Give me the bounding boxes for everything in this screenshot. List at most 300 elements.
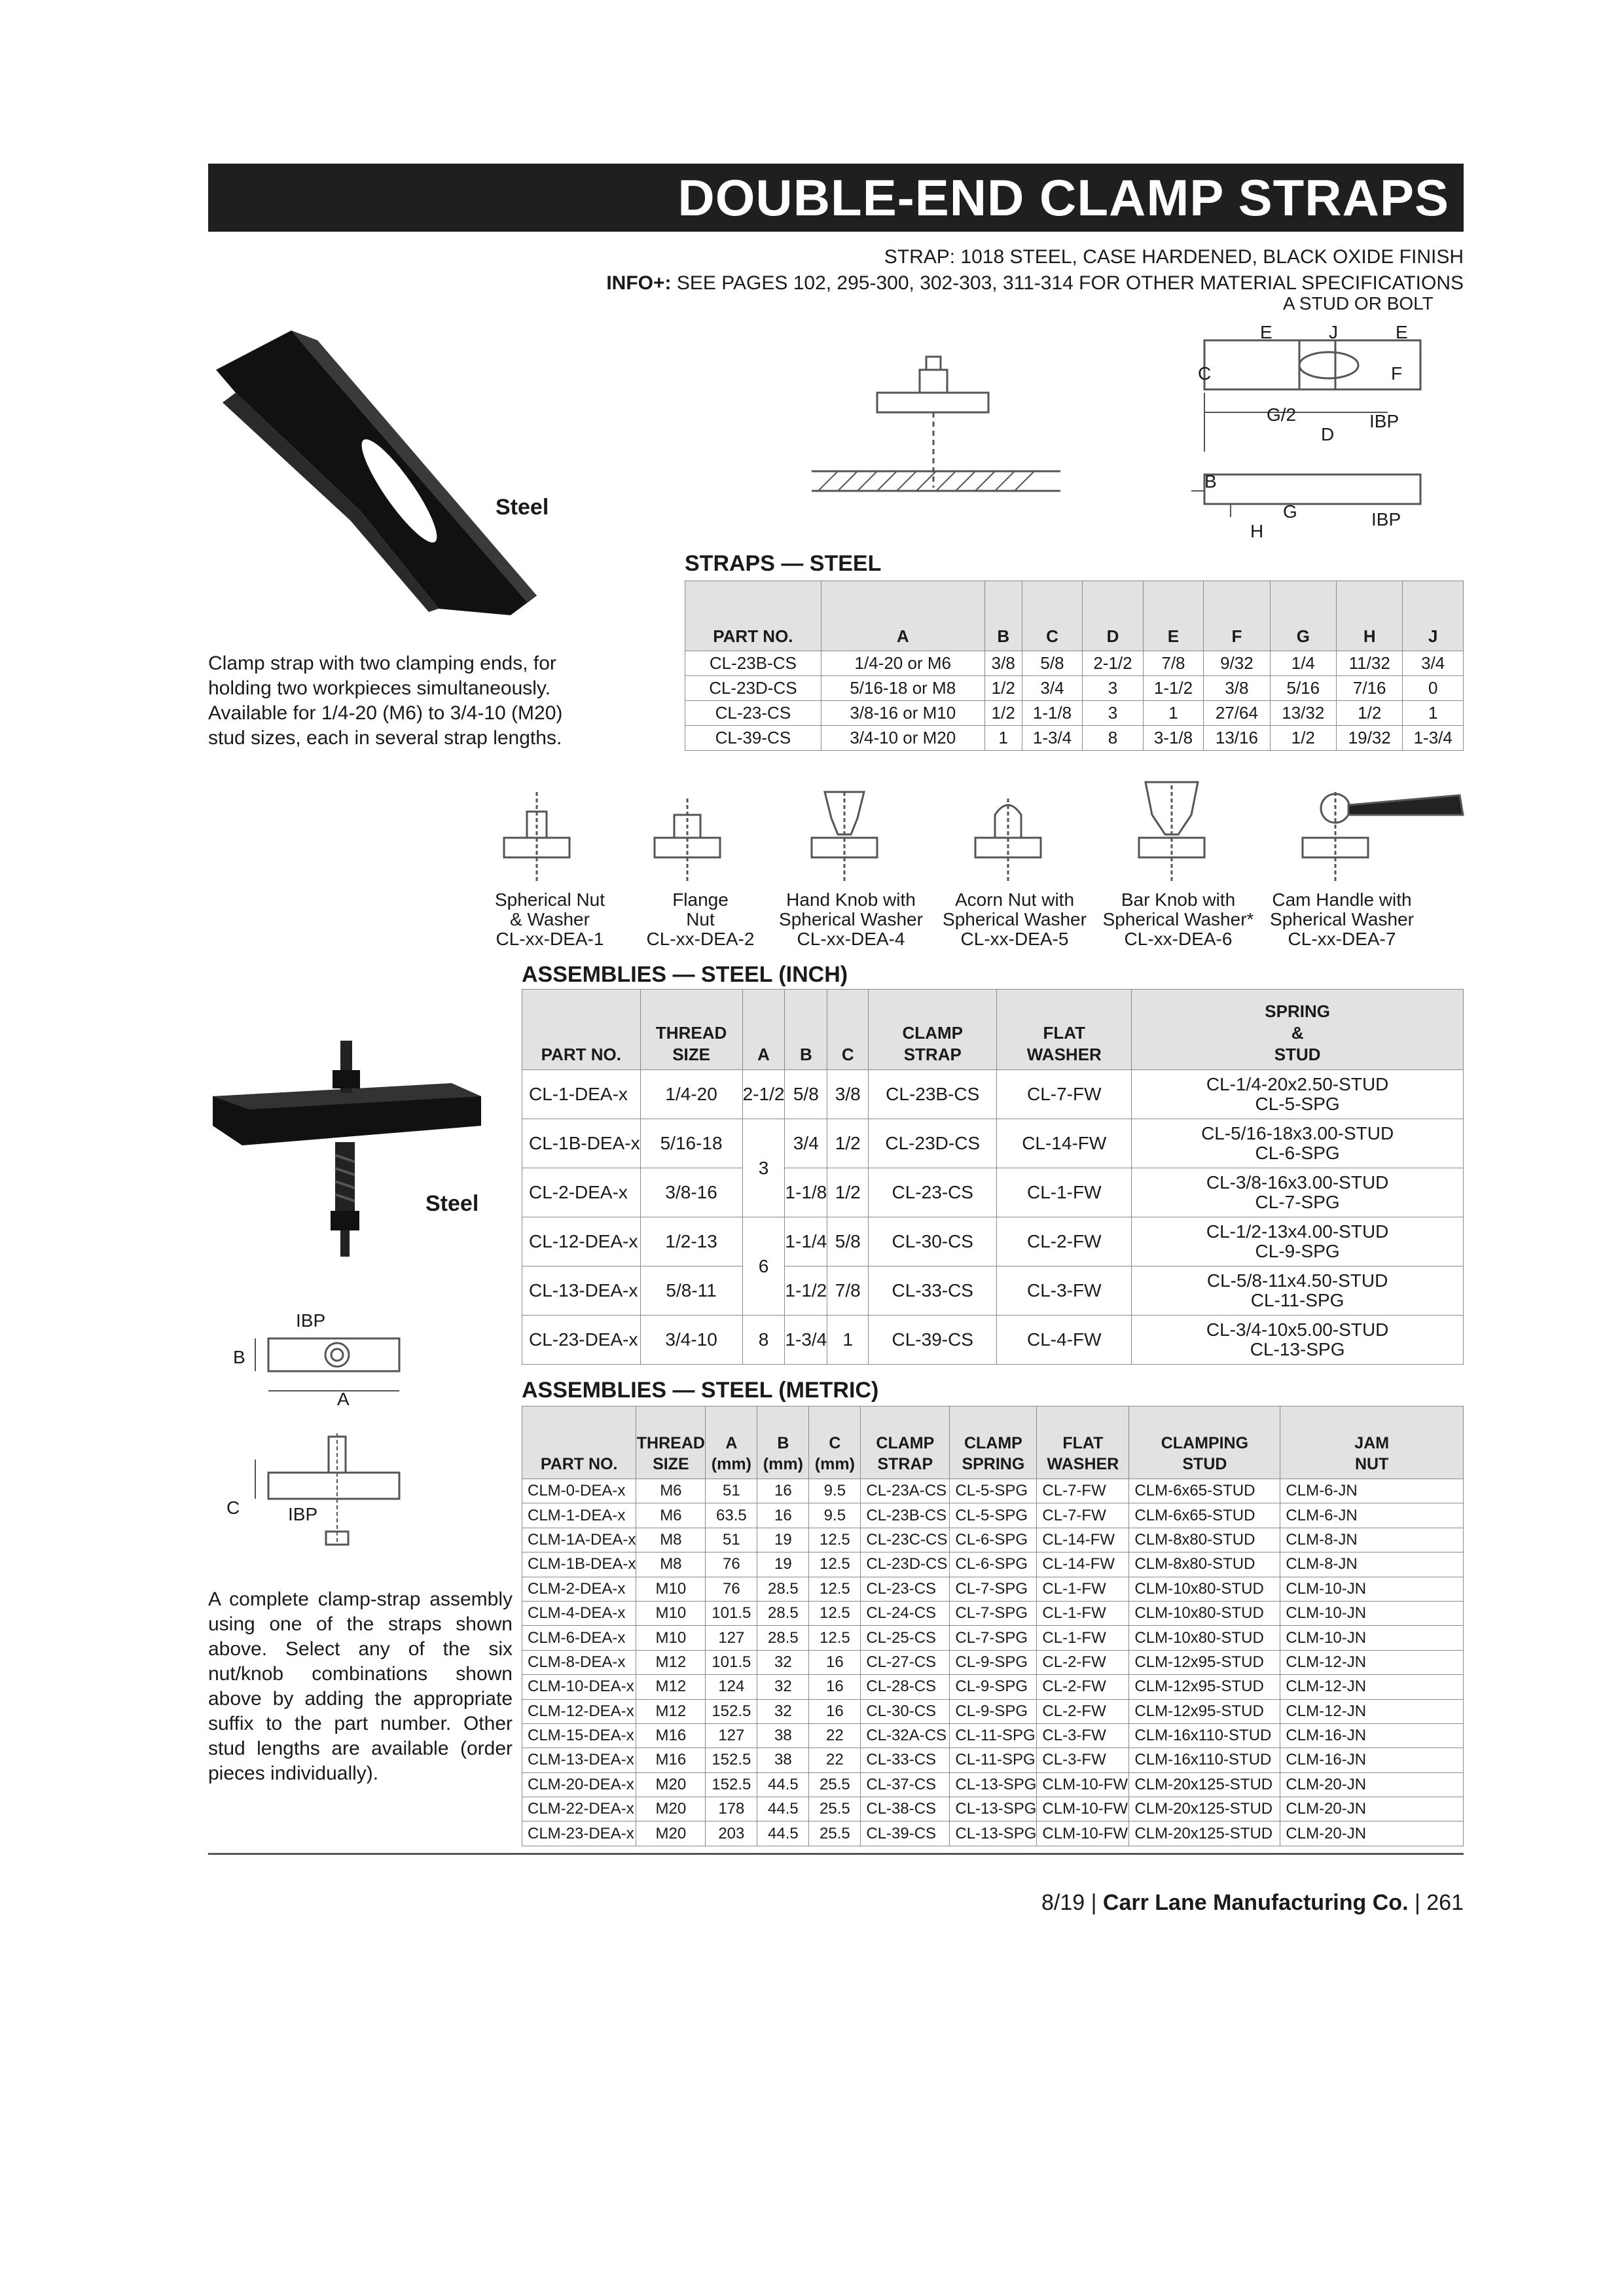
table-cell: CL-1-FW: [1037, 1601, 1129, 1625]
part-number: CL-1-DEA-x: [522, 1070, 641, 1119]
table-cell: 9/32: [1204, 651, 1270, 676]
cell-washer: CL-3-FW: [997, 1266, 1132, 1316]
assembly-variant-text: Hand Knob with: [786, 889, 916, 910]
straps-col-9: J: [1403, 581, 1464, 651]
cell-b: 3/4: [785, 1119, 827, 1168]
table-cell: 28.5: [757, 1577, 809, 1601]
table-cell: CL-9-SPG: [950, 1650, 1037, 1674]
table-cell: CLM-1B-DEA-x: [522, 1552, 636, 1577]
table-cell: CLM-6x65-STUD: [1129, 1503, 1280, 1528]
table-cell: CL-24-CS: [861, 1601, 950, 1625]
page-number: 261: [1426, 1890, 1464, 1915]
cell-strap: CL-30-CS: [869, 1217, 997, 1266]
cell-b: 1-1/8: [785, 1168, 827, 1217]
table-cell: CLM-20-DEA-x: [522, 1772, 636, 1797]
stud-part: CL-3/4-10x5.00-STUD: [1206, 1319, 1389, 1340]
table-cell: M8: [636, 1528, 706, 1552]
table-cell: CLM-10-FW: [1037, 1797, 1129, 1821]
metric-table-body: [522, 1479, 1464, 1846]
table-cell: CL-2-FW: [1037, 1650, 1129, 1674]
table-cell: CL-14-FW: [1037, 1552, 1129, 1577]
table-cell: 8: [1083, 726, 1143, 751]
straps-col-2: B: [984, 581, 1022, 651]
table-cell: 2-1/2: [1083, 651, 1143, 676]
straps-header-row: [685, 581, 1464, 651]
table-cell: CL-7-FW: [1037, 1503, 1129, 1528]
footer-date: 8/19: [1041, 1890, 1085, 1915]
table-cell: CLM-8x80-STUD: [1129, 1528, 1280, 1552]
table-cell: 9.5: [809, 1503, 861, 1528]
acorn-nut-icon: [975, 798, 1041, 884]
table-cell: CL-6-SPG: [950, 1552, 1037, 1577]
col-thread: THREAD SIZE: [640, 990, 742, 1070]
straps-col-1: A: [821, 581, 984, 651]
table-cell: 1-1/2: [1143, 676, 1203, 701]
table-row: [522, 1821, 1464, 1846]
part-number: CL-23-DEA-x: [522, 1316, 641, 1365]
spring-stud: [1132, 1070, 1464, 1119]
table-cell: 12.5: [809, 1601, 861, 1625]
table-cell: 9.5: [809, 1479, 861, 1503]
footer: [1041, 1890, 1464, 1916]
table-row: [522, 1675, 1464, 1699]
table-cell: 19: [757, 1528, 809, 1552]
table-cell: CLM-12x95-STUD: [1129, 1699, 1280, 1723]
table-cell: 203: [706, 1821, 757, 1846]
straps-section-title: STRAPS — STEEL: [685, 551, 882, 576]
info-spec: [606, 272, 1464, 295]
table-cell: CLM-10-JN: [1280, 1626, 1464, 1650]
table-cell: CLM-12x95-STUD: [1129, 1650, 1280, 1674]
footer-company: Carr Lane Manufacturing Co.: [1102, 1890, 1409, 1915]
table-cell: 5/16: [1270, 676, 1336, 701]
table-row: [522, 1552, 1464, 1577]
table-cell: CLM-8-DEA-x: [522, 1650, 636, 1674]
stud-part: CL-3/8-16x3.00-STUD: [1206, 1172, 1389, 1193]
stud-part: CL-1/2-13x4.00-STUD: [1206, 1221, 1389, 1242]
table-cell: CLM-10-FW: [1037, 1821, 1129, 1846]
table-cell: CL-33-CS: [861, 1748, 950, 1772]
table-cell: 44.5: [757, 1772, 809, 1797]
table-row: [522, 1650, 1464, 1674]
table-cell: CLM-10-JN: [1280, 1577, 1464, 1601]
assembly-variant-text: CL-xx-DEA-6: [1124, 929, 1233, 949]
table-cell: CL-23B-CS: [685, 651, 821, 676]
table-cell: 13/32: [1270, 701, 1336, 726]
table-cell: CLM-16x110-STUD: [1129, 1723, 1280, 1748]
table-row: [522, 1748, 1464, 1772]
stud-part: CL-5/8-11x4.50-STUD: [1206, 1270, 1388, 1291]
table-row: [522, 1168, 1464, 1217]
spring-stud: [1132, 1217, 1464, 1266]
dim-d: D: [1321, 424, 1335, 444]
spring-part: CL-13-SPG: [1250, 1339, 1345, 1359]
table-row: [522, 1723, 1464, 1748]
table-cell: M6: [636, 1479, 706, 1503]
dim-j: J: [1329, 322, 1338, 342]
table-cell: CL-37-CS: [861, 1772, 950, 1797]
assembly-variant-text: Spherical Washer: [943, 909, 1087, 929]
title-bar: [208, 164, 1464, 232]
page-title: DOUBLE-END CLAMP STRAPS: [677, 169, 1449, 226]
table-cell: M6: [636, 1503, 706, 1528]
assembly-variant-text: CL-xx-DEA-2: [646, 929, 755, 949]
table-cell: CLM-13-DEA-x: [522, 1748, 636, 1772]
table-cell: 124: [706, 1675, 757, 1699]
dim-f: F: [1391, 363, 1403, 384]
table-cell: CLM-8x80-STUD: [1129, 1552, 1280, 1577]
metric-section-title: ASSEMBLIES — STEEL (METRIC): [522, 1378, 879, 1403]
assembly-variant-label: [622, 890, 779, 949]
table-cell: CLM-4-DEA-x: [522, 1601, 636, 1625]
table-cell: CL-9-SPG: [950, 1675, 1037, 1699]
part-number: CL-2-DEA-x: [522, 1168, 641, 1217]
steel-label-2: Steel: [425, 1191, 479, 1216]
dim-e-right: E: [1396, 322, 1408, 342]
table-cell: 1-3/4: [1022, 726, 1082, 751]
table-cell: 51: [706, 1528, 757, 1552]
table-cell: 16: [809, 1675, 861, 1699]
dim-a: 3: [742, 1119, 785, 1217]
table-cell: CL-5-SPG: [950, 1479, 1037, 1503]
table-cell: 44.5: [757, 1821, 809, 1846]
table-cell: CL-13-SPG: [950, 1821, 1037, 1846]
spherical-nut-icon: [504, 792, 569, 884]
table-cell: 44.5: [757, 1797, 809, 1821]
table-row: [522, 1479, 1464, 1503]
table-cell: CLM-1A-DEA-x: [522, 1528, 636, 1552]
table-cell: M12: [636, 1675, 706, 1699]
table-cell: 12.5: [809, 1577, 861, 1601]
thread-size: 1/2-13: [640, 1217, 742, 1266]
table-cell: M20: [636, 1797, 706, 1821]
table-cell: CLM-16x110-STUD: [1129, 1748, 1280, 1772]
table-cell: CL-7-SPG: [950, 1601, 1037, 1625]
table-row: [522, 1601, 1464, 1625]
dim-a: 2-1/2: [742, 1070, 785, 1119]
part-number: CL-1B-DEA-x: [522, 1119, 641, 1168]
assembly-variant-text: & Washer: [510, 909, 590, 929]
table-cell: CLM-12x95-STUD: [1129, 1675, 1280, 1699]
strap-cross-section-diagram: [812, 344, 1074, 501]
metric-col-7: FLAT WASHER: [1037, 1407, 1129, 1479]
table-cell: CL-25-CS: [861, 1626, 950, 1650]
table-row: [685, 701, 1464, 726]
table-cell: M16: [636, 1723, 706, 1748]
spring-part: CL-6-SPG: [1255, 1143, 1340, 1163]
straps-col-8: H: [1337, 581, 1403, 651]
table-cell: 1/2: [984, 676, 1022, 701]
dim-g: G: [1283, 501, 1297, 522]
metric-header-row: [522, 1407, 1464, 1479]
table-cell: CLM-16-JN: [1280, 1748, 1464, 1772]
table-cell: CL-7-FW: [1037, 1479, 1129, 1503]
table-cell: 1/4-20 or M6: [821, 651, 984, 676]
dim-a: 6: [742, 1217, 785, 1316]
table-cell: CL-11-SPG: [950, 1748, 1037, 1772]
cam-handle-icon: [1303, 792, 1463, 884]
table-cell: 16: [757, 1479, 809, 1503]
table-row: [522, 1797, 1464, 1821]
spring-part: CL-9-SPG: [1255, 1241, 1340, 1261]
table-cell: 16: [757, 1503, 809, 1528]
table-cell: CLM-20x125-STUD: [1129, 1797, 1280, 1821]
table-cell: 5/8: [1022, 651, 1082, 676]
straps-col-0: PART NO.: [685, 581, 821, 651]
table-cell: CLM-6-JN: [1280, 1479, 1464, 1503]
part-number: CL-13-DEA-x: [522, 1266, 641, 1316]
cell-washer: CL-2-FW: [997, 1217, 1132, 1266]
small-c: C: [226, 1498, 240, 1518]
table-cell: 1: [1403, 701, 1464, 726]
table-cell: 16: [809, 1699, 861, 1723]
cell-b: 1-1/2: [785, 1266, 827, 1316]
table-row: [522, 1699, 1464, 1723]
cell-strap: CL-23-CS: [869, 1168, 997, 1217]
hand-knob-icon: [812, 792, 877, 884]
table-cell: M12: [636, 1699, 706, 1723]
table-cell: 19: [757, 1552, 809, 1577]
table-cell: 127: [706, 1723, 757, 1748]
assembly-variant-text: Acorn Nut with: [954, 889, 1075, 910]
assembly-variant-label: [1100, 890, 1257, 949]
assembly-variant-label: [936, 890, 1093, 949]
assembly-description: A complete clamp-strap assembly using one of the straps shown above. Select any of the six nut/knob combinations shown above by adding the appropriate suffix to the part number. Other stud lengths are available (order pieces individually).: [208, 1588, 513, 1784]
col-clamp-strap: CLAMP STRAP: [869, 990, 997, 1070]
spring-stud: [1132, 1119, 1464, 1168]
table-cell: CLM-10-JN: [1280, 1601, 1464, 1625]
table-cell: M8: [636, 1552, 706, 1577]
cell-washer: CL-1-FW: [997, 1168, 1132, 1217]
table-cell: 152.5: [706, 1699, 757, 1723]
table-cell: CL-23-CS: [685, 701, 821, 726]
dim-a: 8: [742, 1316, 785, 1365]
table-cell: 19/32: [1337, 726, 1403, 751]
assembly-variant-text: Bar Knob with: [1121, 889, 1236, 910]
table-cell: CL-27-CS: [861, 1650, 950, 1674]
table-cell: CLM-15-DEA-x: [522, 1723, 636, 1748]
inch-assemblies-table: [522, 989, 1464, 1365]
table-cell: CLM-6-JN: [1280, 1503, 1464, 1528]
straps-col-6: F: [1204, 581, 1270, 651]
cell-b: 5/8: [785, 1070, 827, 1119]
table-cell: CL-23C-CS: [861, 1528, 950, 1552]
thread-size: 3/4-10: [640, 1316, 742, 1365]
table-cell: CLM-23-DEA-x: [522, 1821, 636, 1846]
table-cell: CL-23D-CS: [861, 1552, 950, 1577]
table-cell: 12.5: [809, 1528, 861, 1552]
table-cell: M10: [636, 1577, 706, 1601]
assembly-variant-text: Flange: [672, 889, 729, 910]
table-cell: 101.5: [706, 1650, 757, 1674]
table-cell: 22: [809, 1748, 861, 1772]
table-cell: CL-32A-CS: [861, 1723, 950, 1748]
table-cell: 38: [757, 1748, 809, 1772]
table-cell: 7/8: [1143, 651, 1203, 676]
col-b: B: [785, 990, 827, 1070]
table-row: [685, 651, 1464, 676]
table-cell: 1/2: [1337, 701, 1403, 726]
table-cell: M10: [636, 1601, 706, 1625]
table-cell: CLM-22-DEA-x: [522, 1797, 636, 1821]
small-ibp: IBP: [296, 1310, 326, 1331]
table-row: [522, 1626, 1464, 1650]
cell-c: 5/8: [827, 1217, 869, 1266]
table-cell: 13/16: [1204, 726, 1270, 751]
dim-e-left: E: [1260, 322, 1272, 342]
cell-c: 7/8: [827, 1266, 869, 1316]
table-cell: 28.5: [757, 1626, 809, 1650]
table-cell: 3/4: [1403, 651, 1464, 676]
cell-c: 3/8: [827, 1070, 869, 1119]
table-cell: 25.5: [809, 1797, 861, 1821]
table-cell: CLM-16-JN: [1280, 1723, 1464, 1748]
table-cell: 3/8-16 or M10: [821, 701, 984, 726]
assembly-variant-text: CL-xx-DEA-5: [960, 929, 1069, 949]
thread-size: 5/16-18: [640, 1119, 742, 1168]
table-cell: 11/32: [1337, 651, 1403, 676]
table-cell: CLM-20-JN: [1280, 1797, 1464, 1821]
table-cell: 25.5: [809, 1821, 861, 1846]
straps-table: [685, 581, 1464, 751]
table-cell: CL-23-CS: [861, 1577, 950, 1601]
table-cell: M12: [636, 1650, 706, 1674]
assembly-variant-text: CL-xx-DEA-1: [496, 929, 604, 949]
table-cell: 25.5: [809, 1772, 861, 1797]
table-row: [522, 1503, 1464, 1528]
thread-size: 3/8-16: [640, 1168, 742, 1217]
table-cell: 32: [757, 1675, 809, 1699]
table-cell: 32: [757, 1650, 809, 1674]
dim-ibp-2: IBP: [1371, 509, 1401, 529]
table-cell: CL-7-SPG: [950, 1626, 1037, 1650]
bar-knob-icon: [1139, 782, 1204, 884]
thread-size: 1/4-20: [640, 1070, 742, 1119]
cell-c: 1: [827, 1316, 869, 1365]
table-row: [522, 1266, 1464, 1316]
table-cell: CLM-10-FW: [1037, 1772, 1129, 1797]
assembly-variant-label: [1263, 890, 1420, 949]
table-cell: 16: [809, 1650, 861, 1674]
footer-separator: |: [1091, 1890, 1097, 1915]
straps-col-7: G: [1270, 581, 1336, 651]
table-cell: 152.5: [706, 1772, 757, 1797]
table-cell: CLM-10x80-STUD: [1129, 1601, 1280, 1625]
assembly-variant-text: Nut: [686, 909, 715, 929]
table-cell: CLM-6x65-STUD: [1129, 1479, 1280, 1503]
dim-ibp: IBP: [1369, 411, 1399, 431]
spring-stud: [1132, 1266, 1464, 1316]
table-row: [522, 1316, 1464, 1365]
strap-photo: [196, 314, 563, 622]
inch-table-body: [522, 1070, 1464, 1365]
table-row: [522, 1528, 1464, 1552]
stud-part: CL-1/4-20x2.50-STUD: [1206, 1074, 1389, 1094]
table-cell: 3/8: [1204, 676, 1270, 701]
col-spring-stud: SPRING & STUD: [1132, 990, 1464, 1070]
table-cell: CL-38-CS: [861, 1797, 950, 1821]
table-cell: 3: [1083, 676, 1143, 701]
table-cell: CLM-10x80-STUD: [1129, 1626, 1280, 1650]
table-cell: CLM-0-DEA-x: [522, 1479, 636, 1503]
spring-part: CL-5-SPG: [1255, 1094, 1340, 1114]
table-cell: 127: [706, 1626, 757, 1650]
table-cell: CL-9-SPG: [950, 1699, 1037, 1723]
table-cell: CLM-1-DEA-x: [522, 1503, 636, 1528]
stud-part: CL-5/16-18x3.00-STUD: [1201, 1123, 1394, 1143]
table-cell: 3/4: [1022, 676, 1082, 701]
metric-col-8: CLAMPING STUD: [1129, 1407, 1280, 1479]
straps-col-4: D: [1083, 581, 1143, 651]
table-cell: 12.5: [809, 1626, 861, 1650]
assembly-variants-diagram: [484, 779, 1479, 890]
table-cell: CLM-8-JN: [1280, 1552, 1464, 1577]
straps-table-body: [685, 651, 1464, 751]
table-cell: CL-23B-CS: [861, 1503, 950, 1528]
footer-divider: [208, 1853, 1464, 1855]
table-row: [522, 1217, 1464, 1266]
metric-col-4: C (mm): [809, 1407, 861, 1479]
table-cell: 22: [809, 1723, 861, 1748]
spring-part: CL-11-SPG: [1250, 1290, 1344, 1310]
assembly-variant-text: Cam Handle with: [1272, 889, 1412, 910]
assembly-variant-text: CL-xx-DEA-4: [797, 929, 905, 949]
assembly-dimension-diagram: [229, 1302, 439, 1577]
table-cell: CLM-20-JN: [1280, 1821, 1464, 1846]
table-row: [685, 676, 1464, 701]
table-cell: CLM-10-DEA-x: [522, 1675, 636, 1699]
table-cell: 1: [1143, 701, 1203, 726]
table-cell: CL-1-FW: [1037, 1626, 1129, 1650]
table-cell: 1-3/4: [1403, 726, 1464, 751]
table-cell: CL-13-SPG: [950, 1772, 1037, 1797]
table-cell: 3: [1083, 701, 1143, 726]
cell-c: 1/2: [827, 1168, 869, 1217]
metric-col-9: JAM NUT: [1280, 1407, 1464, 1479]
table-cell: CL-11-SPG: [950, 1723, 1037, 1748]
table-cell: CLM-12-JN: [1280, 1675, 1464, 1699]
cell-b: 1-1/4: [785, 1217, 827, 1266]
table-cell: 27/64: [1204, 701, 1270, 726]
table-cell: CL-3-FW: [1037, 1723, 1129, 1748]
table-cell: CL-5-SPG: [950, 1503, 1037, 1528]
assembly-variant-text: CL-xx-DEA-7: [1288, 929, 1396, 949]
table-cell: CLM-12-DEA-x: [522, 1699, 636, 1723]
table-cell: CL-23A-CS: [861, 1479, 950, 1503]
table-cell: CL-7-SPG: [950, 1577, 1037, 1601]
table-cell: 38: [757, 1723, 809, 1748]
table-cell: CLM-8-JN: [1280, 1528, 1464, 1552]
table-cell: CL-23D-CS: [685, 676, 821, 701]
material-spec: STRAP: 1018 STEEL, CASE HARDENED, BLACK OXIDE FINISH: [884, 246, 1464, 268]
cell-washer: CL-4-FW: [997, 1316, 1132, 1365]
table-cell: CLM-20x125-STUD: [1129, 1821, 1280, 1846]
stud-label: A STUD OR BOLT: [1283, 293, 1434, 314]
metric-col-6: CLAMP SPRING: [950, 1407, 1037, 1479]
table-row: [522, 1772, 1464, 1797]
part-number: CL-12-DEA-x: [522, 1217, 641, 1266]
col-part-no: PART NO.: [522, 990, 641, 1070]
table-cell: 1-1/8: [1022, 701, 1082, 726]
dim-g2: G/2: [1267, 404, 1297, 425]
table-cell: CL-2-FW: [1037, 1699, 1129, 1723]
spring-stud: [1132, 1168, 1464, 1217]
table-row: [522, 1119, 1464, 1168]
table-cell: 3-1/8: [1143, 726, 1203, 751]
table-cell: CL-6-SPG: [950, 1528, 1037, 1552]
assembly-variant-text: Spherical Washer: [779, 909, 923, 929]
table-cell: CL-39-CS: [861, 1821, 950, 1846]
